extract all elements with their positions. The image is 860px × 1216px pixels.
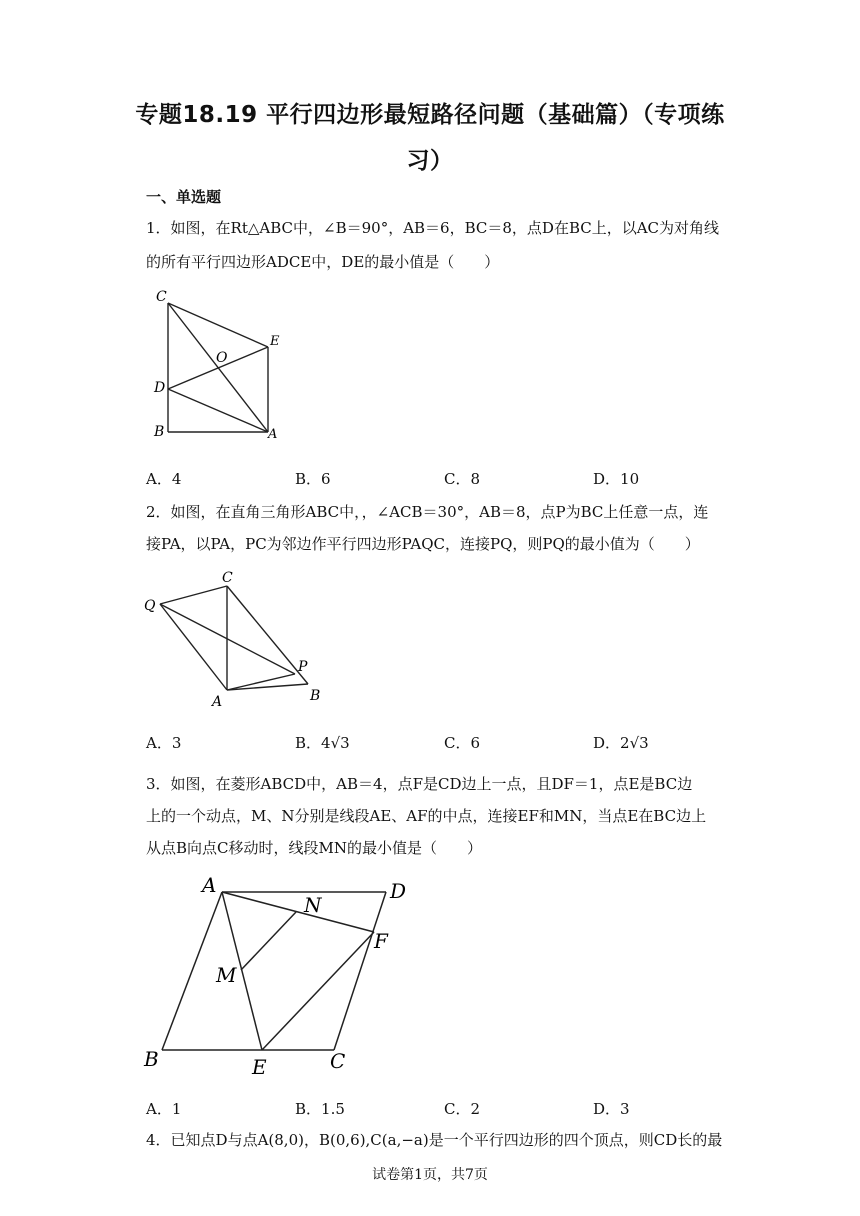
question-3-text-cont: 上的一个动点，M、N分别是线段AE、AF的中点，连接EF和MN，当点E在BC边上: [146, 807, 707, 825]
question-2-options: [146, 732, 746, 752]
label-b: B: [310, 688, 321, 704]
label-c: C: [156, 289, 167, 305]
segment-ef: [262, 932, 374, 1050]
question-2-figure: [140, 566, 330, 712]
segment-mn: [241, 912, 296, 970]
option-d[interactable]: D．10: [593, 470, 640, 488]
option-a[interactable]: A．1: [146, 1100, 182, 1118]
option-b[interactable]: B．1.5: [295, 1100, 345, 1118]
option-c[interactable]: C．2: [444, 1100, 481, 1118]
label-e: E: [270, 334, 280, 349]
label-a: A: [212, 694, 223, 710]
question-4-text: 4．已知点D与点A(8,0)，B(0,6),C(a,−a)是一个平行四边形的四个顶点，则CD长的最: [146, 1131, 723, 1149]
label-b: B: [144, 1047, 159, 1071]
label-e: E: [252, 1055, 267, 1079]
label-d: D: [154, 380, 166, 396]
question-1-figure: [146, 286, 296, 444]
segment-qc: [160, 586, 227, 604]
question-1-text-cont: 的所有平行四边形ADCE中，DE的最小值是（ ）: [146, 253, 500, 271]
option-d[interactable]: D．2√3: [593, 734, 649, 752]
segment-da: [168, 389, 268, 432]
page-footer: 试卷第1页，共7页: [372, 1167, 488, 1183]
segment-cb: [227, 586, 308, 684]
label-q: Q: [144, 598, 156, 614]
segment-dc: [334, 892, 386, 1050]
question-1-options: [146, 468, 746, 488]
question-2-text-cont: 接PA，以PA，PC为邻边作平行四边形PAQC，连接PQ，则PQ的最小值为（ ）: [146, 535, 700, 553]
segment-ba: [162, 892, 222, 1050]
question-3-text-cont-2: 从点B向点C移动时，线段MN的最小值是（ ）: [146, 839, 482, 857]
question-3-options: [146, 1098, 746, 1118]
option-b[interactable]: B．6: [295, 470, 331, 488]
option-b[interactable]: B．4√3: [295, 734, 350, 752]
label-m: M: [216, 963, 237, 987]
label-c: C: [222, 570, 233, 586]
segment-qa: [160, 604, 227, 690]
label-a: A: [268, 427, 278, 442]
question-2-text: 2．如图，在直角三角形ABC中，，∠ACB＝30°，AB＝8，点P为BC上任意一点，连: [146, 503, 709, 521]
section-heading: 一、单选题: [146, 188, 222, 206]
segment-af: [222, 892, 374, 932]
question-3-figure: [140, 870, 420, 1082]
label-c: C: [330, 1049, 346, 1073]
option-c[interactable]: C．8: [444, 470, 481, 488]
label-d: D: [390, 879, 407, 903]
segment-ce: [168, 303, 268, 347]
label-a: A: [202, 873, 217, 897]
option-a[interactable]: A．4: [146, 470, 182, 488]
page-title: 专题18.19 平行四边形最短路径问题（基础篇）（专项练: [135, 102, 725, 128]
label-b: B: [154, 424, 165, 440]
option-a[interactable]: A．3: [146, 734, 182, 752]
label-o: O: [216, 350, 228, 366]
option-c[interactable]: C．6: [444, 734, 481, 752]
label-n: N: [304, 893, 322, 917]
option-d[interactable]: D．3: [593, 1100, 630, 1118]
question-3-text: 3．如图，在菱形ABCD中，AB＝4，点F是CD边上一点，且DF＝1，点E是BC边: [146, 775, 693, 793]
question-1-text: 1．如图，在Rt△ABC中，∠B＝90°，AB＝6，BC＝8，点D在BC上，以AC为对角线: [146, 219, 720, 237]
label-f: F: [374, 929, 388, 953]
label-p: P: [298, 659, 308, 675]
page-title-continued: 习）: [406, 148, 454, 174]
